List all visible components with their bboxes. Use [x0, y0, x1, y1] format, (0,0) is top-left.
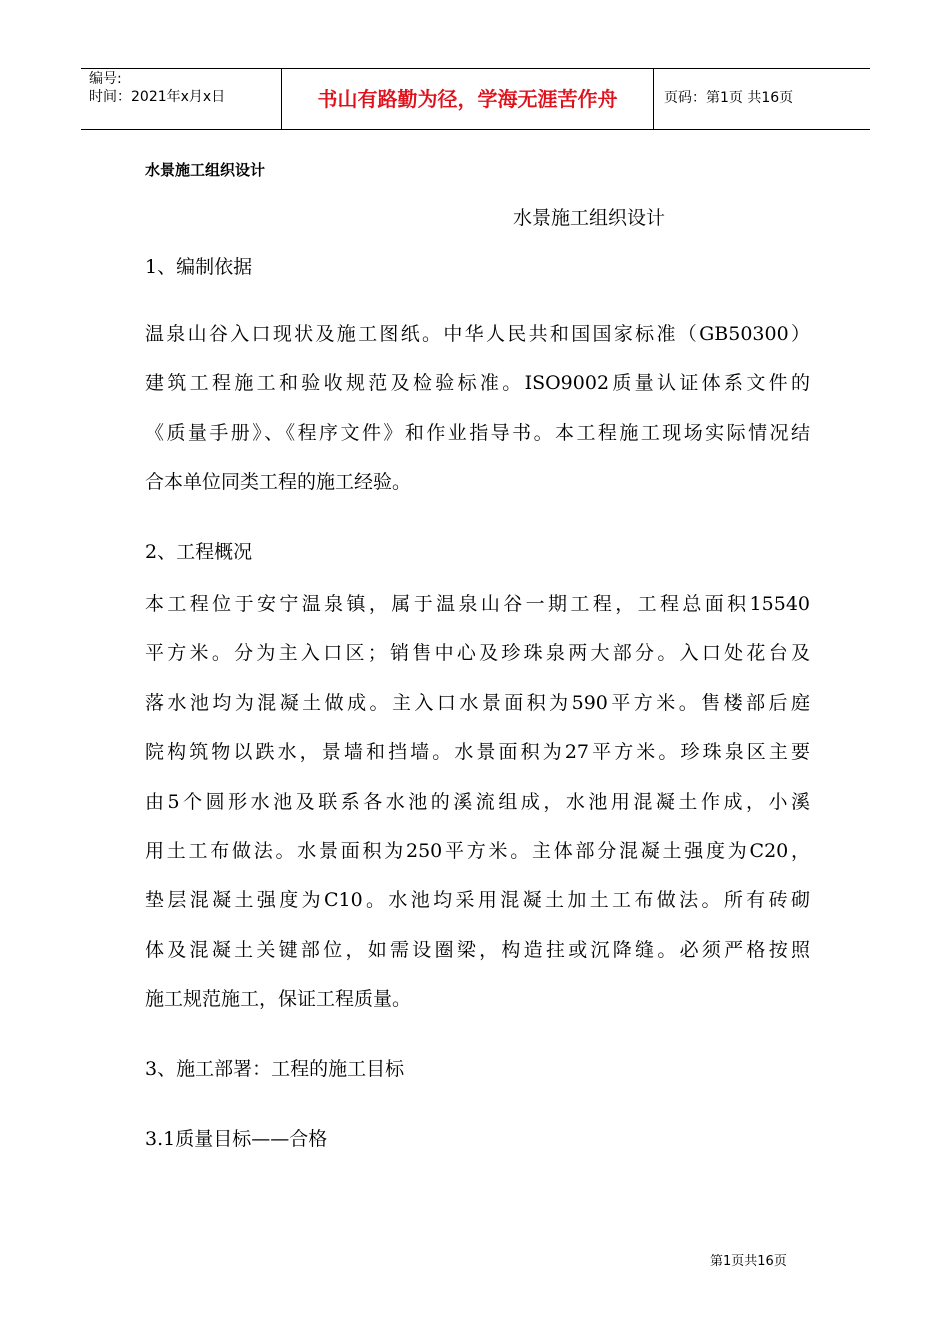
header-center-cell [281, 69, 654, 129]
paragraph-line: 合本单位同类工程的施工经验。 [145, 471, 412, 494]
header-right-cell [654, 69, 870, 129]
paragraph-line: 用土工布做法。水景面积为250平方米。主体部分混凝土强度为C20， [145, 840, 810, 863]
section-heading-2: 2、工程概况 [145, 541, 253, 563]
paragraph-line: 垫层混凝土强度为C10。水池均采用混凝土加土工布做法。所有砖砌 [145, 889, 810, 912]
paragraph-line: 施工规范施工，保证工程质量。 [145, 988, 412, 1011]
paragraph-line: 温泉山谷入口现状及施工图纸。中华人民共和国国家标准（GB50300） [145, 323, 810, 345]
header-page-info: 页码：第1页 共16页 [664, 90, 794, 106]
page-footer: 第1页共16页 [710, 1254, 787, 1269]
header-left-cell [81, 69, 281, 129]
section-heading-3: 3、施工部署：工程的施工目标 [145, 1058, 405, 1080]
document-title: 水景施工组织设计 [513, 207, 666, 229]
section-paragraph-1 [145, 310, 810, 508]
document-small-title: 水景施工组织设计 [145, 161, 266, 179]
paragraph-line: 《质量手册》、《程序文件》和作业指导书。本工程施工现场实际情况结 [145, 421, 810, 444]
page-header [81, 68, 870, 130]
paragraph-line: 建筑工程施工和验收规范及检验标准。ISO9002质量认证体系文件的 [145, 372, 810, 395]
paragraph-line: 院构筑物以跌水，景墙和挡墙。水景面积为27平方米。珍珠泉区主要 [145, 741, 810, 764]
section-heading-3-1: 3.1质量目标——合格 [145, 1128, 328, 1150]
header-motto: 书山有路勤为径，学海无涯苦作舟 [317, 87, 618, 111]
section-paragraph-2 [145, 580, 810, 1025]
paragraph-line: 体及混凝土关键部位，如需设圈梁，构造拄或沉降缝。必须严格按照 [145, 938, 810, 961]
paragraph-line: 落水池均为混凝土做成。主入口水景面积为590平方米。售楼部后庭 [145, 691, 810, 714]
document-date: 时间：2021年x月x日 [89, 89, 226, 105]
document-code-label: 编号: [89, 71, 122, 87]
section-heading-1: 1、编制依据 [145, 256, 253, 278]
paragraph-line: 由5个圆形水池及联系各水池的溪流组成，水池用混凝土作成，小溪 [145, 790, 810, 813]
paragraph-line: 本工程位于安宁温泉镇，属于温泉山谷一期工程，工程总面积15540 [145, 593, 810, 615]
paragraph-line: 平方米。分为主入口区；销售中心及珍珠泉两大部分。入口处花台及 [145, 642, 810, 665]
